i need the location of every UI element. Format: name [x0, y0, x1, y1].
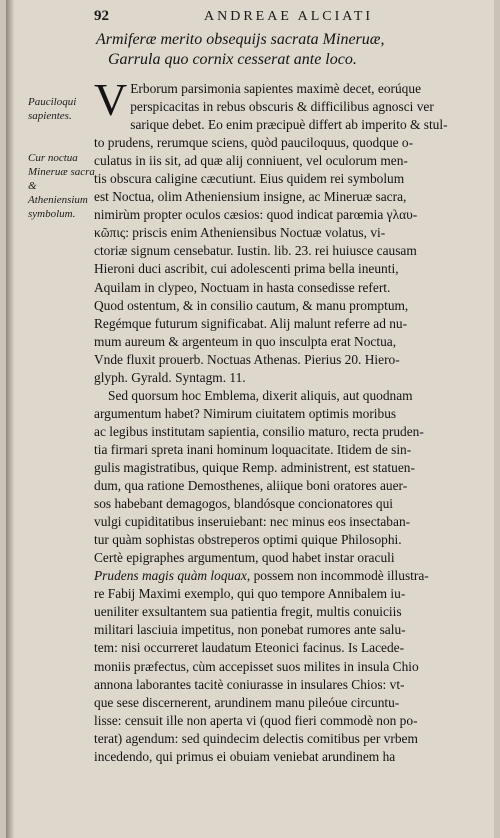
motto-line: Armiferæ merito obsequijs sacrata Mineruæ,: [96, 31, 385, 48]
text-line: dum, qua ratione Demosthenes, aliique boni oratores auer-: [94, 478, 408, 494]
text-line: argumentum habet? Nimirum ciuitatem optimis moribus: [94, 405, 397, 421]
motto: [88, 30, 488, 70]
text-line: ac legibus institutam sapientia, consilio maturo, recta pruden-: [94, 423, 424, 439]
text-line: lisse: censuit ille non aperta vi (quod fieri commodè non po-: [94, 712, 418, 728]
text-line: κῶπις: priscis enim Atheniensibus Noctuæ volatus, vi-: [94, 225, 386, 241]
text-line: annona laborantes tacitè coniurasse in insulares Chios: vt-: [94, 676, 405, 692]
sidenote: Cur noctua Mineruæ sacra & Atheniensium symbolum.: [28, 152, 95, 220]
text-line: vulgi cupiditatibus inseruiebant: nec minus eos insectaban-: [94, 514, 411, 530]
text-line: Sed quorsum hoc Emblema, dixerit aliquis, aut quodnam: [108, 387, 413, 403]
page-gutter-shadow: [6, 0, 14, 838]
text-line: ueniliter exsultantem sua patientia fregit, multis conuiciis: [94, 604, 402, 620]
running-title: ANDREAE ALCIATI: [204, 9, 374, 24]
text-line: sos habebant demagogos, blandósque concionatores qui: [94, 496, 393, 512]
text-line: sarique debet. Eo enim præcipuè differt ab imperito & stul-: [130, 117, 448, 133]
paragraph-1: [94, 74, 490, 387]
text-line: Erborum parsimonia sapientes maximè decet, eorúque: [130, 81, 422, 96]
text-line: Hieroni duci ascribit, cui adolescenti prima bella ineunti,: [94, 261, 399, 277]
text-line: glyph. Gyrald. Syntagm. 11.: [94, 369, 246, 385]
epigraph-quote: Prudens magis quàm loquax: [94, 568, 247, 584]
paragraph-2: [94, 387, 490, 766]
marginal-notes: [28, 95, 98, 221]
text-line: gulis magistratibus, quique Remp. administrent, est statuen-: [94, 459, 415, 475]
text-line: Certè epigraphes argumentum, quod habet instar oraculi: [94, 550, 395, 566]
motto-line: Garrula quo cornix cesserat ante loco.: [108, 51, 357, 68]
text-line: moniis præfectus, cùm accepisset suos milites in insula Chio: [94, 658, 419, 674]
sidenote: Pauciloqui sapientes.: [28, 96, 77, 122]
text-line: que sese discernerent, arundinem manu pileóue circuntu-: [94, 694, 400, 710]
text-line: ctoriæ signum censebatur. Iustin. lib. 23. rei huiusce causam: [94, 243, 417, 259]
text-line: Aquilam in clypeo, Noctuam in hasta consedisse refert.: [94, 279, 391, 295]
text-line: est Noctua, olim Atheniensium insigne, ac Mineruæ sacra,: [94, 189, 407, 205]
page-header: [88, 8, 488, 28]
book-page: [6, 0, 494, 838]
text-line: mum aureum & argenteum in quo insculpta erat Noctua,: [94, 333, 397, 349]
text-line: tia firmari spreta inani hominum loquacitate. Itidem de sin-: [94, 441, 412, 457]
commentary-text: [94, 74, 490, 766]
drop-capital: V: [94, 74, 128, 125]
text-line: Prudens magis quàm loquax, possem non incommodè illustra-: [94, 568, 429, 584]
text-line: tis obscura caligine cæcutiunt. Eius quidem rei symbolum: [94, 171, 405, 187]
page-number: 92: [94, 8, 109, 24]
text-line: perspicacitas in rebus obscuris & difficilibus agnosci ver: [130, 99, 434, 115]
text-line: Quod ostentum, & in consilio cautum, & manu promptum,: [94, 297, 409, 313]
text-line: re Fabij Maximi exemplo, qui quo tempore Annibalem iu-: [94, 586, 406, 602]
text-line: to prudens, rerumque sciens, quòd pauciloquus, quodque o-: [94, 135, 414, 151]
text-line: incedendo, qui primus ei obuiam veniebat arundinem ha: [94, 748, 396, 764]
text-line: Vnde fluxit prouerb. Noctuas Athenas. Pierius 20. Hiero-: [94, 351, 400, 367]
text-line: tem: nisi occurreret laudatum Eteonici facinus. Is Lacede-: [94, 640, 405, 656]
text-line: tur quàm sophistas obstreperos optimi quique Philosophi.: [94, 532, 402, 548]
text-line: culatus in iis sit, ad quæ alij conniuent, vel oculorum men-: [94, 153, 408, 169]
text-line: nimirùm propter oculos cæsios: quod indicat parœmia γλαυ-: [94, 207, 418, 223]
text-line: terat) agendum: sed quindecim delectis comitibus per vrbem: [94, 730, 418, 746]
text-line: militari lasciuia impetitus, non ponebat rumores ante salu-: [94, 622, 406, 638]
text-line: Regémque futurum significabat. Alij malunt referre ad nu-: [94, 315, 408, 331]
